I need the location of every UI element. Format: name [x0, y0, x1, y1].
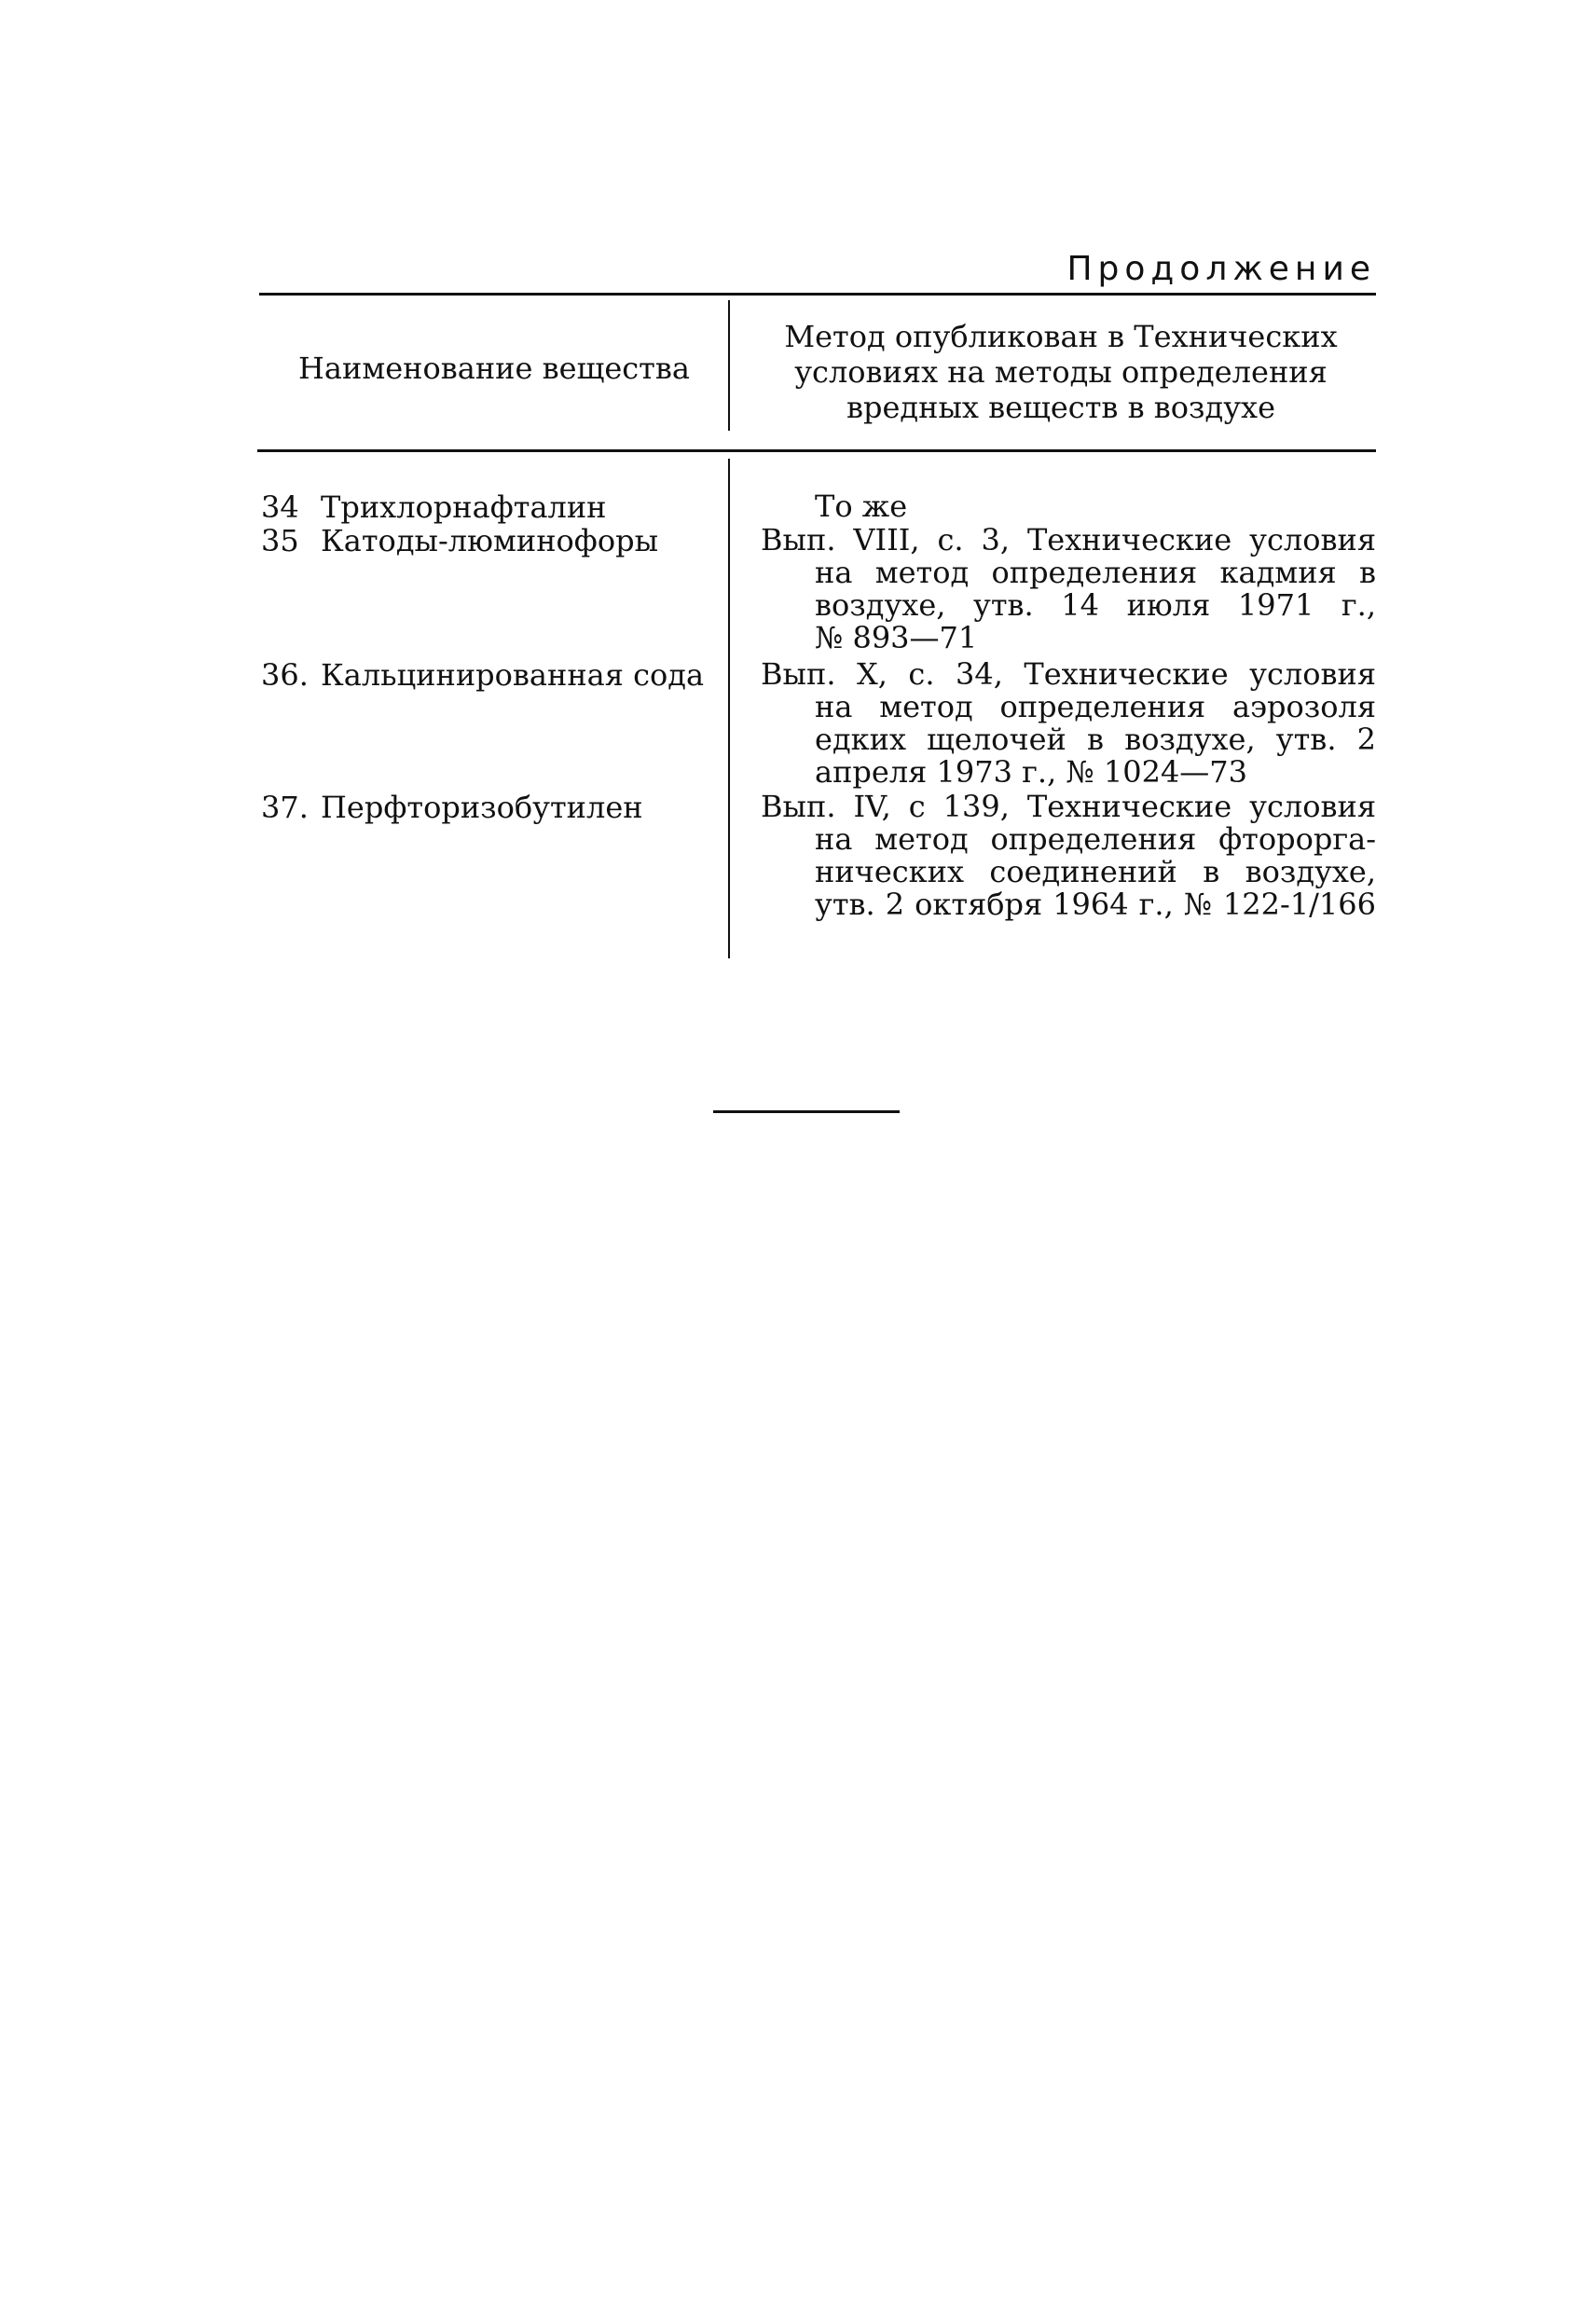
table-row-method	[761, 791, 1376, 921]
table-row-name	[261, 658, 704, 692]
method-line: № 893—71	[815, 620, 978, 655]
header-method-cell	[746, 319, 1376, 425]
header-name-cell: Наименование вещества	[298, 351, 690, 386]
table-row-method	[761, 658, 1376, 789]
substance-name: Перфторизобутилен	[321, 790, 643, 825]
substance-name: Катоды-люминофоры	[321, 523, 659, 558]
table-top-rule	[259, 293, 1376, 296]
table-row-method	[761, 490, 1376, 523]
method-line: едких щелочей в воздухе, утв. 2	[815, 722, 1376, 757]
substance-name: Трихлорнафталин	[321, 489, 607, 525]
header-column-divider	[728, 300, 730, 431]
table-row-name	[261, 791, 643, 824]
row-number: 35	[261, 523, 299, 558]
method-line: То же	[815, 489, 908, 524]
method-line: Вып. X, с. 34, Технические условия	[761, 656, 1376, 692]
table-row-name	[261, 524, 658, 557]
end-rule	[713, 1110, 900, 1113]
header-method-line: Метод опубликован в Технических	[784, 319, 1338, 354]
header-method-line: условиях на методы определения	[794, 354, 1328, 390]
continuation-label: Продолжение	[1066, 250, 1376, 288]
method-line: на метод определения аэрозоля	[815, 689, 1376, 724]
header-method-line: вредных веществ в воздухе	[846, 390, 1276, 425]
table-row-name	[261, 490, 607, 524]
row-number: 34	[261, 489, 299, 525]
row-number: 37.	[261, 790, 309, 825]
method-line: нических соединений в воздухе,	[815, 854, 1376, 889]
method-line: на метод определения фторорга-	[815, 821, 1376, 857]
method-line: на метод определения кадмия в	[815, 555, 1376, 590]
table-row-method	[761, 524, 1376, 654]
method-line: апреля 1973 г., № 1024—73	[815, 754, 1248, 790]
method-line: утв. 2 октября 1964 г., № 122-1/166	[815, 887, 1376, 922]
method-line: Вып. IV, с 139, Технические условия	[761, 789, 1376, 824]
substance-name: Кальцинированная сода	[321, 657, 705, 693]
method-line: воздухе, утв. 14 июля 1971 г.,	[815, 587, 1376, 623]
method-line: Вып. VIII, с. 3, Технические условия	[761, 522, 1376, 557]
body-column-divider	[728, 459, 730, 958]
header-bottom-rule	[257, 449, 1376, 452]
row-number: 36.	[261, 657, 309, 693]
